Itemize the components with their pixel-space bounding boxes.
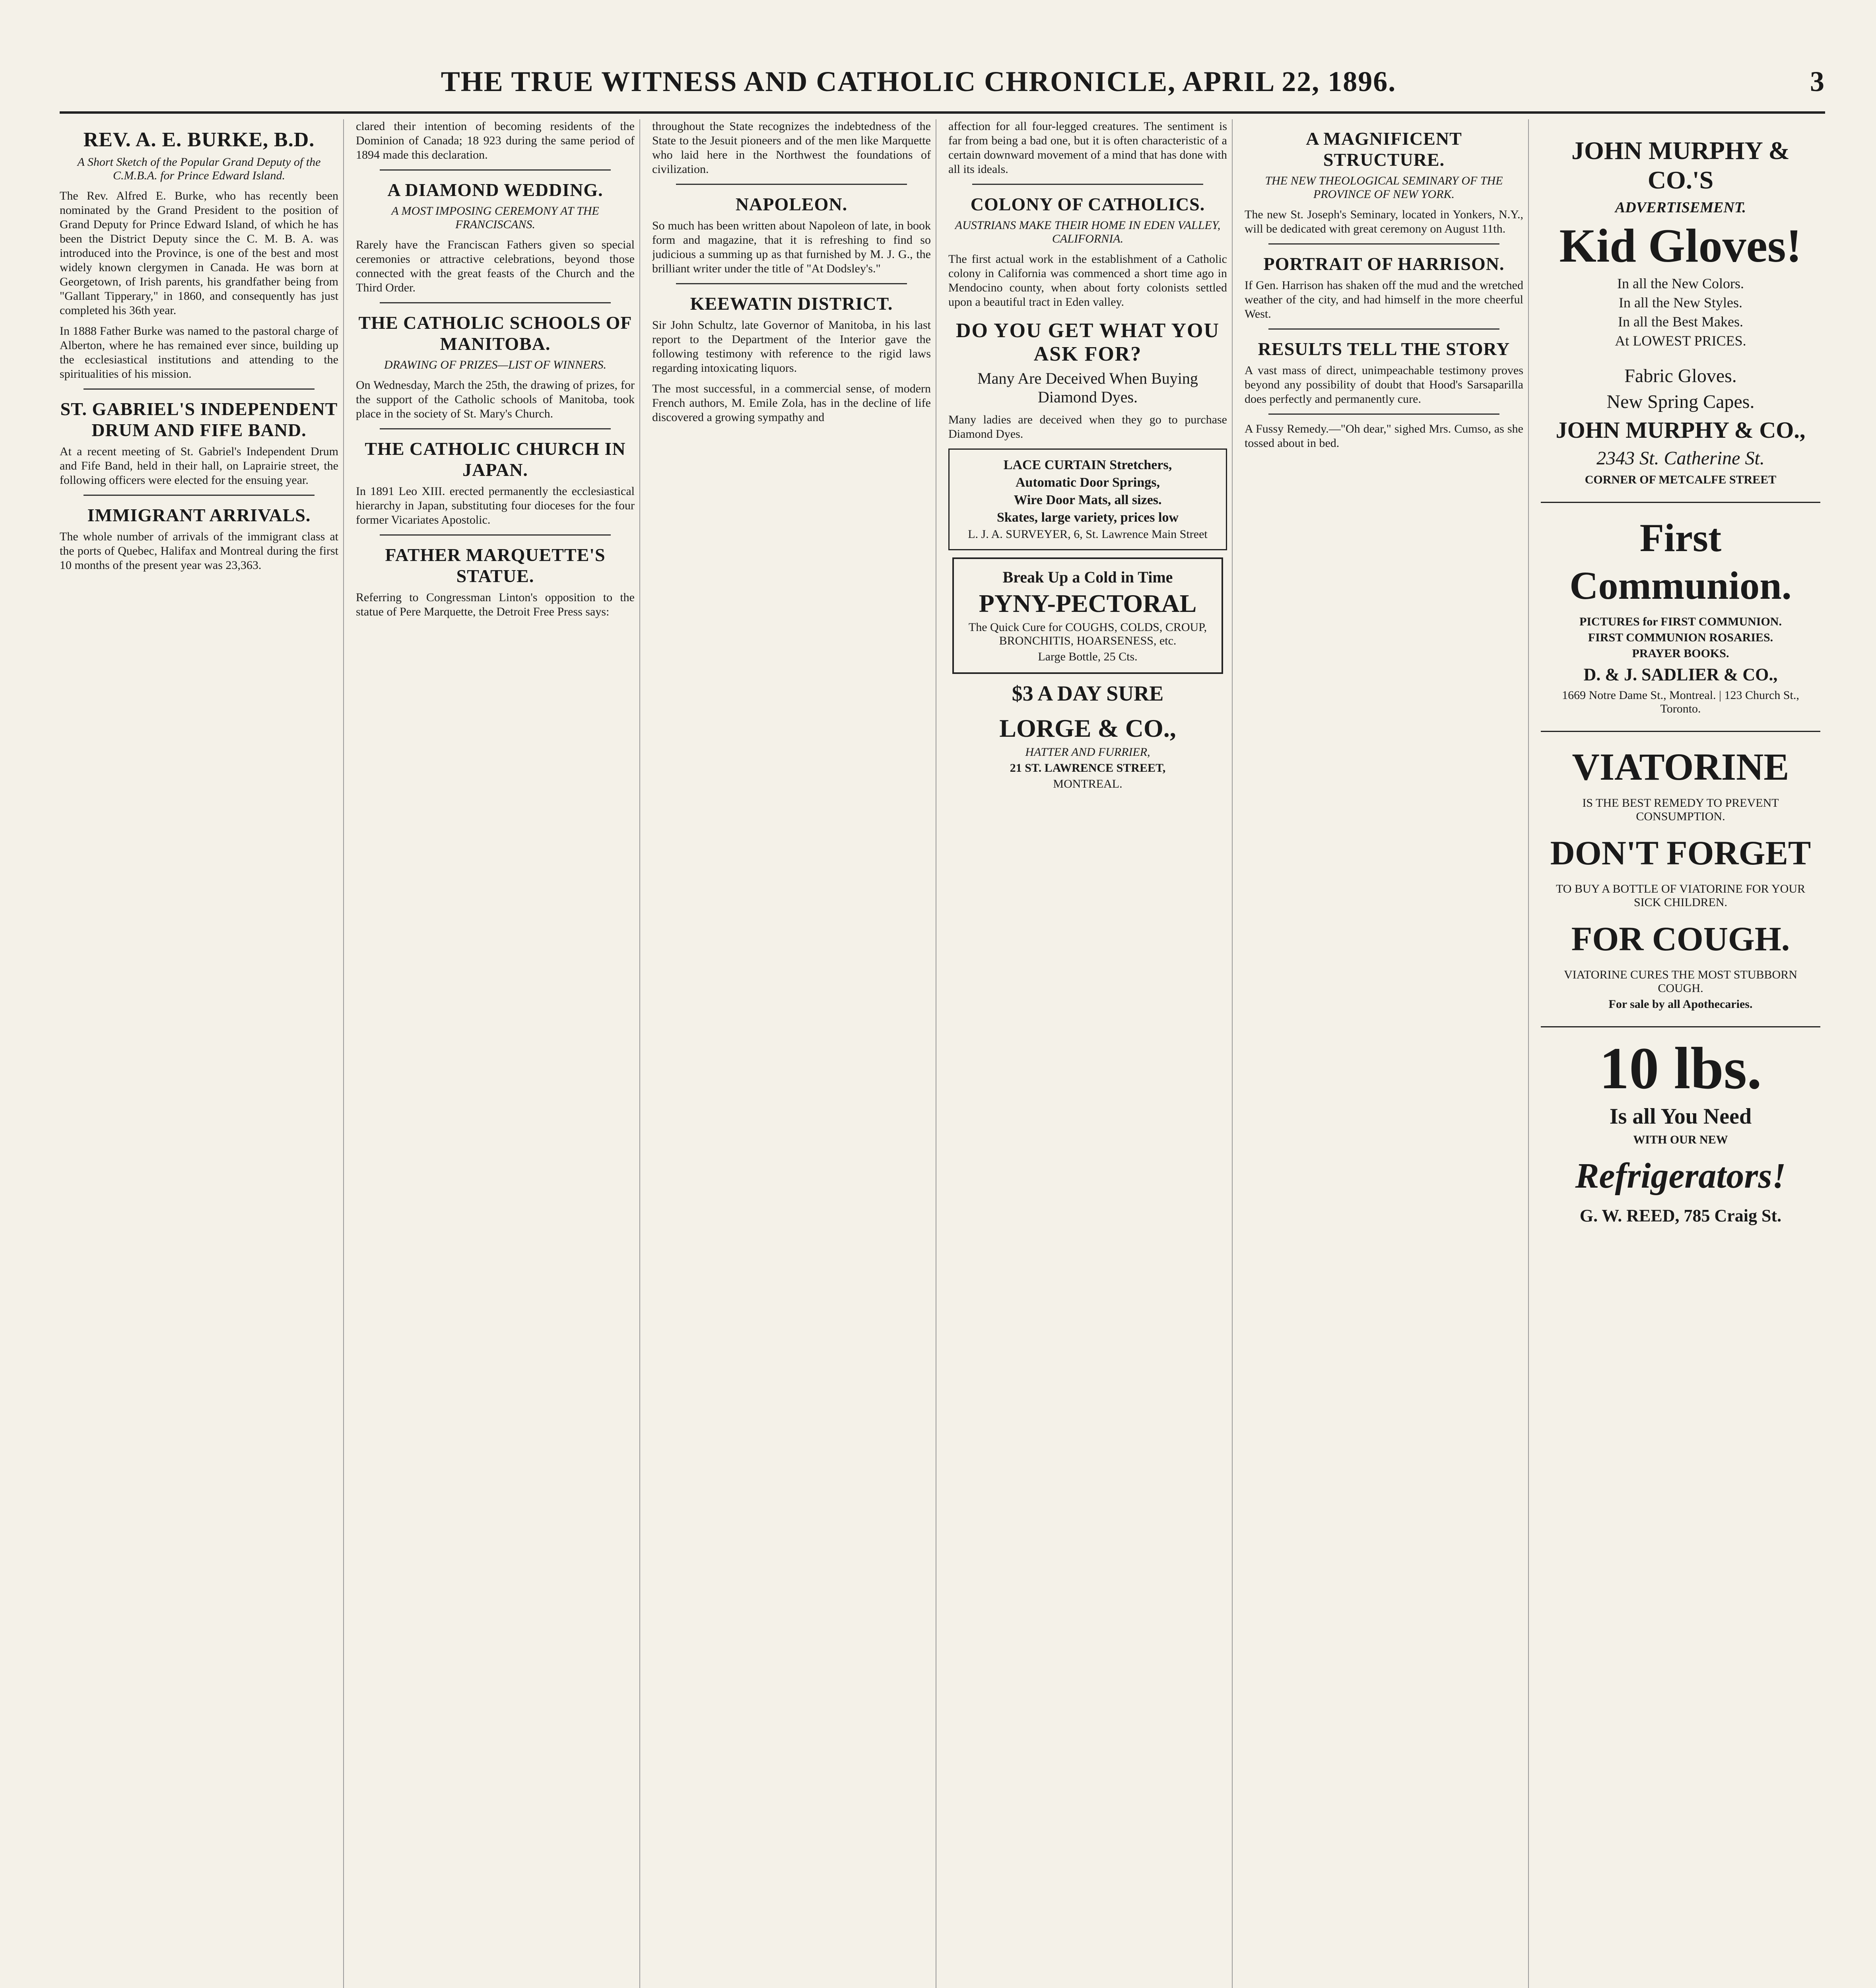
ad-line: The Quick Cure for COUGHS, COLDS, CROUP, BRONCHITIS, HOARSENESS, etc. (968, 621, 1207, 647)
article-paragraph: throughout the State recognizes the indebtedness of the State to the Jesuit pioneers and of the men like Marquette who laid here in the Northwest the foundations of civilization. (652, 120, 931, 176)
ad-line: Break Up a Cold in Time (1002, 568, 1173, 586)
column-1 (60, 119, 344, 1988)
divider (972, 184, 1203, 185)
article-paragraph: The first actual work in the establishment of a Catholic colony in California was commenced a short time ago in Mendocino county, when about forty colonists settled upon a beautiful tract in Eden valley. (948, 252, 1227, 309)
ad-product-name: Kid Gloves! (1559, 219, 1802, 272)
article-heading: REV. A. E. BURKE, B.D. (83, 128, 315, 151)
ad-line: L. J. A. SURVEYER, 6, St. Lawrence Main Street (968, 528, 1208, 541)
article-paragraph: At a recent meeting of St. Gabriel's Independent Drum and Fife Band, held in their hall, on Laprairie street, the following officers were elected for the ensuing year. (60, 445, 338, 487)
ad-line: PRAYER BOOKS. (1632, 647, 1729, 660)
article-paragraph: The new St. Joseph's Seminary, located in Yonkers, N.Y., will be dedicated with great ceremony on August 11th. (1245, 208, 1523, 235)
article-heading: FATHER MARQUETTE'S STATUE. (385, 545, 606, 586)
article-paragraph: In 1888 Father Burke was named to the pastoral charge of Alberton, where he has remained ever since, building up the ecclesiastical institutions and attending to the spiritualities of his mission. (60, 324, 338, 381)
article-subheading: AUSTRIANS MAKE THEIR HOME IN EDEN VALLEY, CALIFORNIA. (955, 219, 1221, 245)
ad-line: Automatic Door Springs, (1016, 475, 1160, 490)
ad-line: 2343 St. Catherine St. (1596, 448, 1765, 469)
ad-line: Fabric Gloves. (1624, 365, 1737, 386)
article-heading: NAPOLEON. (735, 194, 848, 214)
divider (380, 428, 611, 429)
ad-line: In all the New Styles. (1619, 295, 1742, 311)
article-heading: PORTRAIT OF HARRISON. (1263, 254, 1505, 274)
ad-line: LACE CURTAIN Stretchers, (1003, 458, 1172, 472)
ad-line: MONTREAL. (1053, 777, 1122, 790)
divider (676, 184, 907, 185)
ad-text: Many ladies are deceived when they go to purchase Diamond Dyes. (948, 413, 1227, 441)
article-heading: THE CATHOLIC SCHOOLS OF MANITOBA. (358, 313, 632, 354)
article-paragraph: The whole number of arrivals of the immigrant class at the ports of Quebec, Halifax and Montreal during the first 10 months of the present year was 23,363. (60, 530, 338, 572)
sadlier-ad (1541, 502, 1820, 724)
article-heading: A MAGNIFICENT STRUCTURE. (1306, 128, 1462, 170)
ad-company: LORGE & CO., (999, 714, 1176, 742)
ad-company: D. & J. SADLIER & CO., (1583, 665, 1778, 684)
article-heading: ST. GABRIEL'S INDEPENDENT DRUM AND FIFE BAND. (60, 399, 338, 440)
murphy-ad (1541, 126, 1820, 495)
article-paragraph: A vast mass of direct, unimpeachable testimony proves beyond any possibility of doubt that Hood's Sarsaparilla does perfectly and permanently cure. (1245, 364, 1523, 406)
ad-product-name: VIATORINE (1572, 746, 1789, 788)
article-paragraph: The Rev. Alfred E. Burke, who has recently been nominated by the Grand President to the position of Grand Deputy for Prince Edward Island, of which he has been the District Deputy since the C. M. B. A. was introduced into the Province, is one of the best and most widely known clergymen in Canada. He was born at Georgetown, of Irish parents, his grandfather being from "Gallant Tipperary," in 1860, and consequently has just completed his 36th year. (60, 189, 338, 317)
article-paragraph: The most successful, in a commercial sense, of modern French authors, M. Emile Zola, has in the decline of life discovered a growing sympathy and (652, 382, 931, 424)
column-6 (1541, 119, 1825, 1988)
ad-company: JOHN MURPHY & CO., (1556, 417, 1806, 443)
article-subheading: DRAWING OF PRIZES—LIST OF WINNERS. (384, 358, 607, 371)
column-4 (948, 119, 1233, 1988)
ad-line: FIRST COMMUNION ROSARIES. (1588, 631, 1773, 644)
article-heading: RESULTS TELL THE STORY (1258, 339, 1510, 359)
article-heading: A DIAMOND WEDDING. (387, 180, 603, 200)
divider (380, 534, 611, 536)
ad-line: In all the Best Makes. (1618, 314, 1743, 330)
article-subheading: A Short Sketch of the Popular Grand Deputy of the C.M.B.A. for Prince Edward Island. (77, 155, 321, 182)
ad-subheadline: Many Are Deceived When Buying Diamond Dyes. (977, 369, 1198, 406)
ad-line: Large Bottle, 25 Cts. (1038, 650, 1138, 663)
ad-line: For sale by all Apothecaries. (1608, 998, 1753, 1011)
ad-line: TO BUY A BOTTLE OF VIATORINE FOR YOUR SICK CHILDREN. (1556, 882, 1805, 909)
pyny-pectoral-ad (952, 557, 1223, 674)
ad-line: CORNER OF METCALFE STREET (1585, 473, 1777, 486)
article-paragraph: clared their intention of becoming residents of the Dominion of Canada; 18 923 during the same period of 1894 made this declaration. (356, 120, 635, 161)
ad-headline: DO YOU GET WHAT YOU ASK FOR? (955, 319, 1220, 365)
article-paragraph: In 1891 Leo XIII. erected permanently the ecclesiastical hierarchy in Japan, substituting four dioceses for the four former Vicariates Apostolic. (356, 485, 635, 526)
article-heading: IMMIGRANT ARRIVALS. (87, 505, 311, 525)
ad-line: Wire Door Mats, all sizes. (1014, 493, 1162, 507)
divider (676, 283, 907, 284)
article-paragraph: If Gen. Harrison has shaken off the mud and the wretched weather of the city, and had himself in the more cheerful West. (1245, 279, 1523, 320)
ad-line: In all the New Colors. (1617, 276, 1744, 291)
ad-line: Is all You Need (1609, 1104, 1752, 1129)
ad-line: New Spring Capes. (1606, 391, 1755, 412)
article-paragraph: affection for all four-legged creatures. The sentiment is far from being a bad one, but it is often characteristic of a certain downward movement of a mind that has done with all its ideals. (948, 120, 1227, 176)
article-subheading: THE NEW THEOLOGICAL SEMINARY OF THE PROVINCE OF NEW YORK. (1265, 174, 1503, 201)
divider (84, 495, 315, 496)
ad-product-name: PYNY-PECTORAL (979, 589, 1197, 617)
ad-line: ADVERTISEMENT. (1615, 199, 1746, 216)
columns (60, 119, 1825, 1988)
hardware-ad (948, 448, 1227, 550)
viatorine-ad (1541, 731, 1820, 1019)
divider (1268, 328, 1499, 330)
divider (380, 169, 611, 171)
column-3 (652, 119, 936, 1988)
article-paragraph: A Fussy Remedy.—"Oh dear," sighed Mrs. Cumso, as she tossed about in bed. (1245, 422, 1523, 450)
column-2 (356, 119, 640, 1988)
ad-product-name: Refrigerators! (1575, 1156, 1786, 1196)
divider (380, 302, 611, 303)
ad-line: 1669 Notre Dame St., Montreal. | 123 Church St., Toronto. (1562, 689, 1799, 715)
lorge-ad (948, 714, 1227, 791)
ad-headline: FOR COUGH. (1571, 920, 1790, 958)
masthead (60, 52, 1825, 114)
ad-headline: DON'T FORGET (1550, 834, 1811, 872)
article-heading: COLONY OF CATHOLICS. (970, 194, 1205, 214)
ad-line: At LOWEST PRICES. (1615, 333, 1746, 349)
article-paragraph: So much has been written about Napoleon of late, in book form and magazine, that it is refreshing to find so judicious a summing up as that furnished by M. J. G., the brilliant writer under the title of "At Dodsley's." (652, 219, 931, 275)
divider (1268, 414, 1499, 415)
ad-line: PICTURES for FIRST COMMUNION. (1579, 615, 1782, 628)
reed-ad (1541, 1026, 1820, 1235)
divider (1268, 243, 1499, 245)
ad-line: Skates, large variety, prices low (996, 510, 1179, 525)
article-heading: KEEWATIN DISTRICT. (690, 293, 893, 314)
ad-product-name: First Communion. (1569, 516, 1792, 608)
column-5 (1245, 119, 1529, 1988)
dollar-ad: $3 A DAY SURE (1012, 681, 1164, 705)
ad-company: JOHN MURPHY & CO.'S (1571, 136, 1790, 194)
ad-line: WITH OUR NEW (1633, 1133, 1728, 1146)
newspaper-title: THE TRUE WITNESS AND CATHOLIC CHRONICLE, APRIL 22, 1896. (441, 65, 1396, 97)
ad-line: VIATORINE CURES THE MOST STUBBORN COUGH. (1564, 968, 1797, 995)
article-heading: THE CATHOLIC CHURCH IN JAPAN. (365, 439, 626, 480)
ad-headline: 10 lbs. (1599, 1035, 1762, 1101)
page-number: 3 (1810, 65, 1825, 97)
ad-line: HATTER AND FURRIER, (1025, 746, 1150, 759)
article-paragraph: Referring to Congressman Linton's opposition to the statue of Pere Marquette, the Detroit Free Press says: (356, 591, 635, 618)
ad-line: 21 ST. LAWRENCE STREET, (1010, 761, 1166, 775)
article-paragraph: On Wednesday, March the 25th, the drawing of prizes, for the support of the Catholic schools of Manitoba, took place in the society of St. Mary's Church. (356, 379, 635, 420)
ad-line: IS THE BEST REMEDY TO PREVENT CONSUMPTION. (1582, 796, 1779, 823)
divider (84, 388, 315, 390)
article-paragraph: Sir John Schultz, late Governor of Manitoba, in his last report to the Department of the Interior gave the following testimony with reference to the rigid laws regarding intoxicating liquors. (652, 318, 931, 375)
article-paragraph: Rarely have the Franciscan Fathers given so special ceremonies or attractive celebrations, beyond those connected with the great feasts of the Church and the Third Order. (356, 238, 635, 294)
ad-company: G. W. REED, 785 Craig St. (1579, 1206, 1782, 1225)
article-subheading: A MOST IMPOSING CEREMONY AT THE FRANCISCANS. (391, 204, 599, 231)
